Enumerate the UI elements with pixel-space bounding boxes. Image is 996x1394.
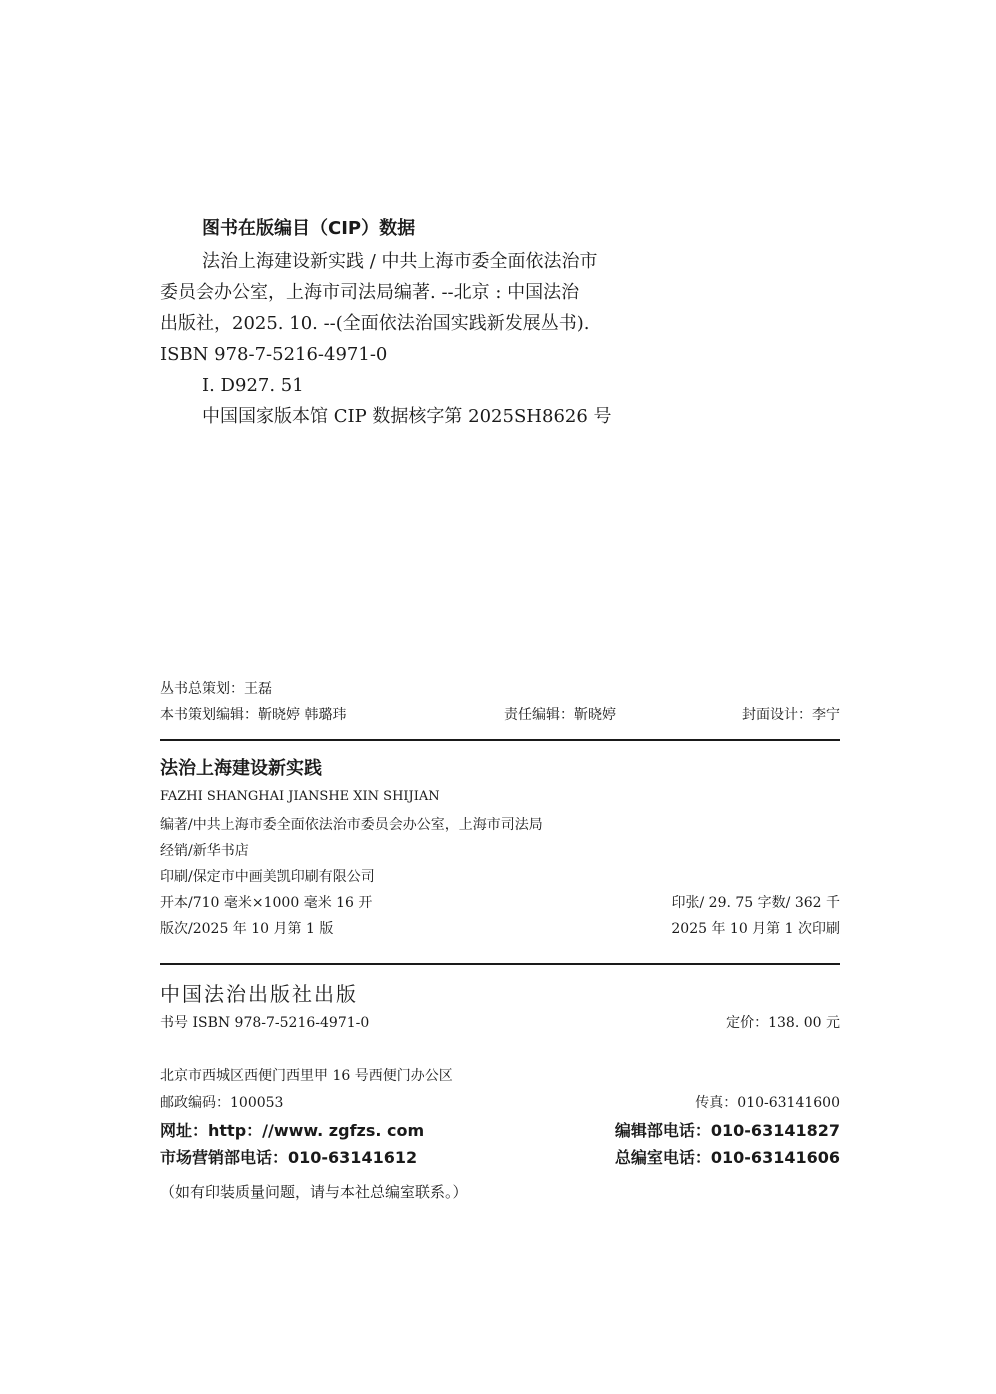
- cover-designer: 封面设计：李宁: [742, 707, 840, 723]
- format-row: [160, 890, 840, 916]
- book-title-pinyin: FAZHI SHANGHAI JIANSHE XIN SHIJIAN: [160, 789, 440, 804]
- book-title: 法治上海建设新实践: [160, 758, 322, 779]
- cip-isbn: ISBN 978-7-5216-4971-0: [160, 344, 388, 365]
- book-distributor: 经销/新华书店: [160, 843, 249, 859]
- book-edition: 版次/2025 年 10 月第 1 版: [160, 921, 334, 937]
- price: 定价：138. 00 元: [726, 1015, 840, 1031]
- cip-classification: Ⅰ. D927. 51: [202, 375, 304, 396]
- marketing-phone: 市场营销部电话：010-63141612: [160, 1148, 418, 1167]
- cip-line-2: 委员会办公室，上海市司法局编著. --北京 : 中国法治: [160, 282, 580, 303]
- edition-row: [160, 916, 840, 942]
- publisher-block: [160, 978, 840, 1207]
- book-planner: 本书策划编辑：靳晓婷 韩璐玮: [160, 707, 347, 723]
- chief-editor-phone: 总编室电话：010-63141606: [614, 1148, 840, 1167]
- editorial-phone: 编辑部电话：010-63141827: [614, 1121, 840, 1140]
- credits-block: [160, 676, 840, 728]
- isbn-row: [160, 1010, 840, 1037]
- book-author: 编著/中共上海市委全面依法治市委员会办公室，上海市司法局: [160, 817, 543, 833]
- website: 网址：http：//www. zgfzs. com: [160, 1121, 425, 1140]
- fax: 传真：010-63141600: [695, 1095, 840, 1111]
- credits-row: [160, 702, 840, 728]
- series-planner: 丛书总策划：王磊: [160, 681, 272, 697]
- postcode: 邮政编码：100053: [160, 1095, 284, 1111]
- cip-title: 图书在版编目（CIP）数据: [202, 218, 416, 239]
- phone-row: [160, 1144, 840, 1171]
- postcode-row: [160, 1090, 840, 1117]
- divider-bottom: [160, 963, 840, 965]
- publisher-name: 中国法治出版社出版: [160, 982, 358, 1006]
- cip-record-number: 中国国家版本馆 CIP 数据核字第 2025SH8626 号: [202, 406, 612, 427]
- cip-line-3: 出版社，2025. 10. --(全面依法治国实践新发展丛书).: [160, 313, 590, 334]
- divider-top: [160, 739, 840, 741]
- book-sheets-wordcount: 印张/ 29. 75 字数/ 362 千: [671, 895, 840, 911]
- book-info-block: [160, 752, 840, 942]
- cip-line-1: 法治上海建设新实践 / 中共上海市委全面依法治市: [202, 251, 598, 272]
- cip-block: [160, 212, 700, 432]
- book-printing: 2025 年 10 月第 1 次印刷: [671, 921, 840, 937]
- publisher-isbn: 书号 ISBN 978-7-5216-4971-0: [160, 1015, 370, 1031]
- quality-note: （如有印装质量问题，请与本社总编室联系。）: [160, 1183, 468, 1201]
- responsible-editor: 责任编辑：靳晓婷: [504, 707, 616, 723]
- book-printer: 印刷/保定市中画美凯印刷有限公司: [160, 869, 375, 885]
- website-row: [160, 1117, 840, 1144]
- publisher-address: 北京市西城区西便门西里甲 16 号西便门办公区: [160, 1068, 453, 1084]
- book-format: 开本/710 毫米×1000 毫米 16 开: [160, 895, 373, 911]
